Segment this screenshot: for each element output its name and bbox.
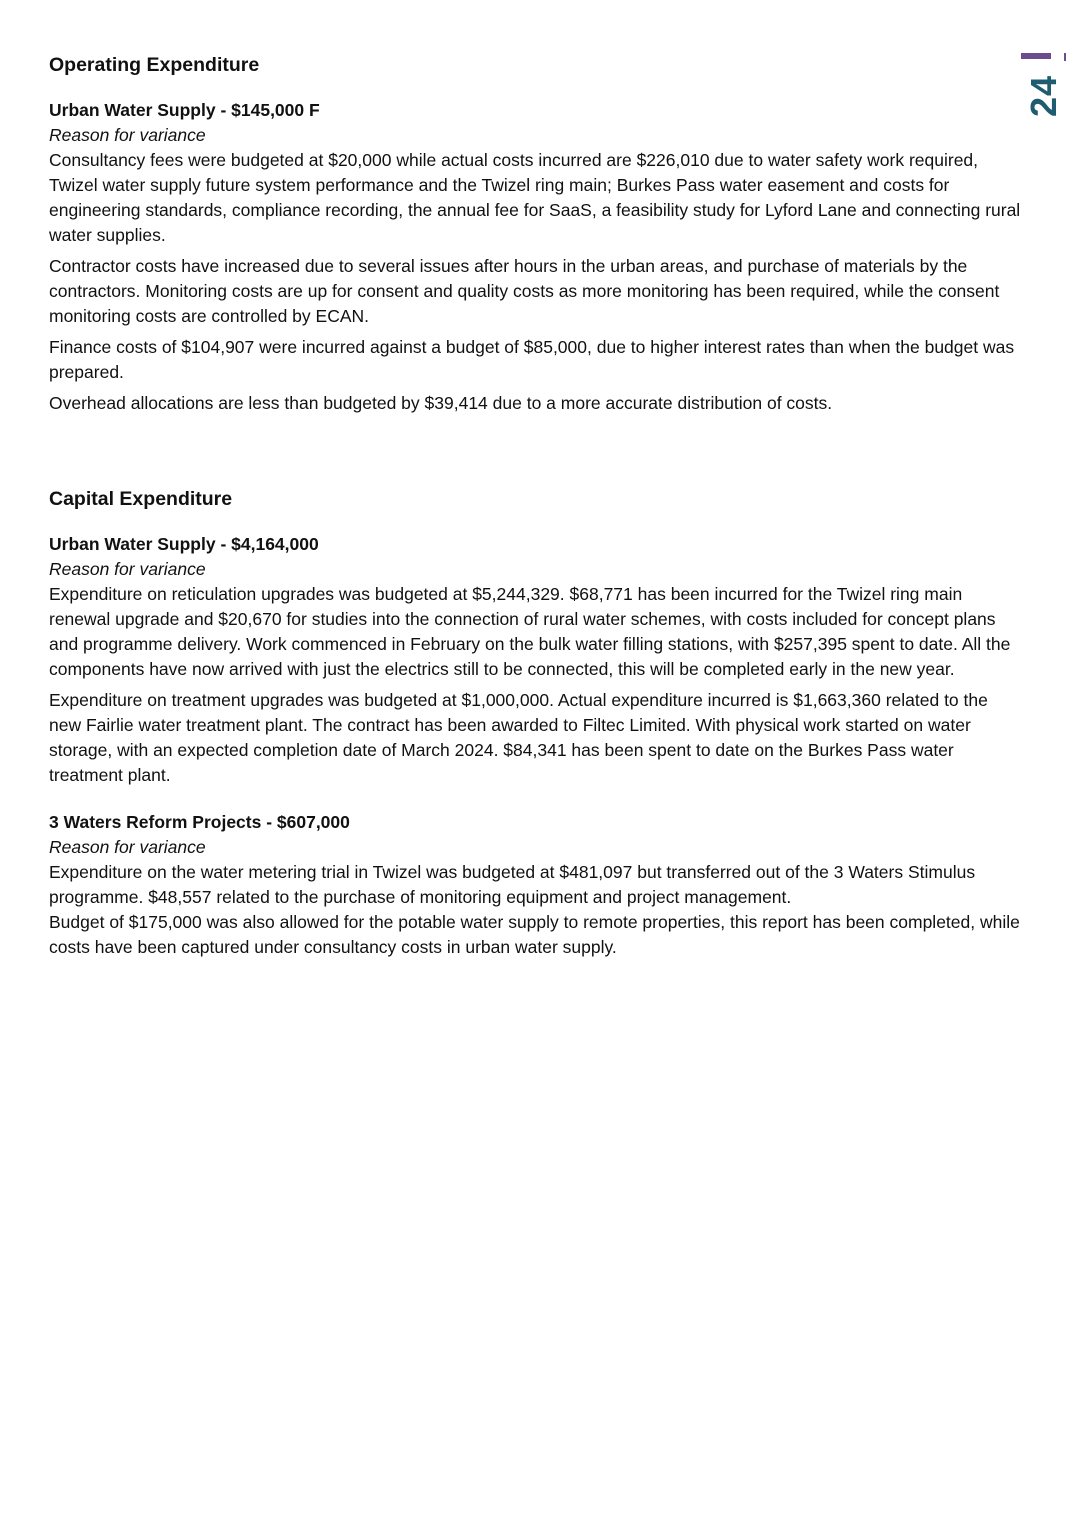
page-number-marker <box>1018 50 1069 130</box>
operating-urban-paragraph-4: Overhead allocations are less than budgeted by $39,414 due to a more accurate distribution of costs. <box>49 393 833 413</box>
operating-expenditure-title: Operating Expenditure <box>49 54 260 76</box>
capital-reform-paragraph-1: Expenditure on the water metering trial in Twizel was budgeted at $481,097 but transferred out of the 3 Waters Stimulus programme. $48,557 related to the purchase of monitoring equipment and project management. <box>49 862 976 907</box>
capital-urban-reason-label: Reason for variance <box>49 559 206 579</box>
document-body <box>49 50 1024 966</box>
capital-urban-paragraph-1: Expenditure on reticulation upgrades was budgeted at $5,244,329. $68,771 has been incurred for the Twizel ring main renewal upgrade and $20,670 for studies into the connection of rural water schemes, with costs included for concept plans and programme delivery. Work commenced in February on the bulk water filling stations, with $257,395 spent to date. All the components have now arrived with just the electrics still to be connected, this will be completed early in the new year. <box>49 584 1011 679</box>
operating-urban-paragraph-3: Finance costs of $104,907 were incurred against a budget of $85,000, due to higher interest rates than when the budget was prepared. <box>49 337 1015 382</box>
capital-urban-paragraph-2: Expenditure on treatment upgrades was budgeted at $1,000,000. Actual expenditure incurred is $1,663,360 related to the new Fairlie water treatment plant. The contract has been awarded to Filtec Limited. With physical work started on water storage, with an expected completion date of March 2024. $84,341 has been spent to date on the Burkes Pass water treatment plant. <box>49 690 988 785</box>
operating-urban-paragraph-2: Contractor costs have increased due to several issues after hours in the urban areas, and purchase of materials by the contractors. Monitoring costs are up for consent and quality costs as more monitoring has been required, while the consent monitoring costs are controlled by ECAN. <box>49 256 1000 326</box>
subsection-spacer <box>49 794 1024 810</box>
capital-urban-heading: Urban Water Supply - $4,164,000 <box>49 534 319 554</box>
section-spacer <box>49 422 1024 484</box>
page-marker-bar <box>1021 53 1051 59</box>
capital-expenditure-title: Capital Expenditure <box>49 488 233 510</box>
operating-urban-heading: Urban Water Supply - $145,000 F <box>49 100 320 120</box>
page-number: 24 <box>1023 74 1064 118</box>
operating-urban-reason-label: Reason for variance <box>49 125 206 145</box>
capital-reform-heading: 3 Waters Reform Projects - $607,000 <box>49 812 350 832</box>
capital-reform-reason-label: Reason for variance <box>49 837 206 857</box>
capital-reform-paragraph-2: Budget of $175,000 was also allowed for the potable water supply to remote properties, this report has been completed, while costs have been captured under consultancy costs in urban water supply. <box>49 912 1020 957</box>
operating-urban-paragraph-1: Consultancy fees were budgeted at $20,000 while actual costs incurred are $226,010 due to water safety work required, Twizel water supply future system performance and the Twizel ring main; Burkes Pass water easement and costs for engineering standards, compliance recording, the annual fee for SaaS, a feasibility study for Lyford Lane and connecting rural water supplies. <box>49 150 1021 245</box>
page-marker-tick <box>1064 53 1066 61</box>
